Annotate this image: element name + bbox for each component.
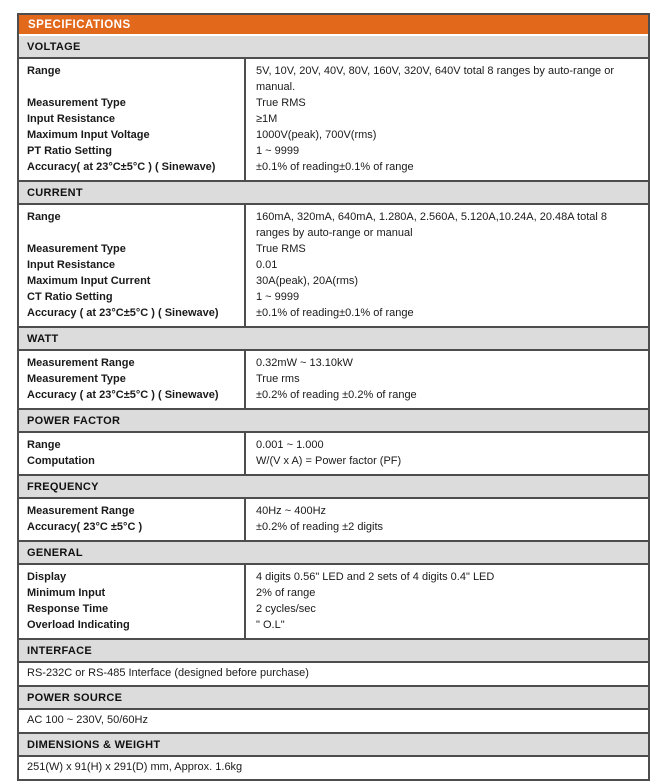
spec-row xyxy=(19,585,648,601)
spec-value: True RMS xyxy=(244,241,648,257)
spec-row xyxy=(19,143,648,159)
section-header-interface xyxy=(19,638,648,663)
spec-row xyxy=(19,241,648,257)
spec-row xyxy=(19,453,648,474)
spec-label: Measurement Range xyxy=(27,505,135,517)
section-current xyxy=(19,180,648,326)
spec-row xyxy=(19,617,648,638)
spec-label: Overload Indicating xyxy=(27,619,130,631)
section-body xyxy=(19,433,648,474)
section-body xyxy=(19,710,648,732)
section-power-factor xyxy=(19,408,648,474)
spec-value: 30A(peak), 20A(rms) xyxy=(244,273,648,289)
section-title: POWER FACTOR xyxy=(27,415,121,427)
spec-row xyxy=(19,433,648,453)
section-body xyxy=(19,757,648,779)
spec-value: " O.L" xyxy=(244,617,648,638)
section-header-current xyxy=(19,180,648,205)
spec-label: Input Resistance xyxy=(27,113,116,125)
spec-label: Minimum Input xyxy=(27,587,106,599)
spec-label: Range xyxy=(27,65,61,77)
spec-row xyxy=(19,273,648,289)
spec-label: Input Resistance xyxy=(27,259,116,271)
section-interface xyxy=(19,638,648,685)
spec-label: Maximum Input Current xyxy=(27,275,151,287)
spec-value: ≥1M xyxy=(244,111,648,127)
section-title: POWER SOURCE xyxy=(27,692,123,704)
spec-value: 2 cycles/sec xyxy=(244,601,648,617)
spec-value: ±0.1% of reading±0.1% of range xyxy=(244,159,648,180)
spec-label: CT Ratio Setting xyxy=(27,291,113,303)
spec-value: True rms xyxy=(244,371,648,387)
section-title: CURRENT xyxy=(27,187,83,199)
spec-row xyxy=(19,59,648,95)
section-title: DIMENSIONS & WEIGHT xyxy=(27,739,161,751)
section-header-power-factor xyxy=(19,408,648,433)
spec-label: Display xyxy=(27,571,67,583)
spec-row xyxy=(19,289,648,305)
section-title: GENERAL xyxy=(27,547,83,559)
specifications-title: SPECIFICATIONS xyxy=(28,18,131,31)
specifications-table xyxy=(17,13,650,781)
section-watt xyxy=(19,326,648,408)
spec-row xyxy=(19,127,648,143)
spec-label: Range xyxy=(27,211,61,223)
spec-value: W/(V x A) = Power factor (PF) xyxy=(244,453,648,474)
spec-label: Response Time xyxy=(27,603,109,615)
spec-value: 160mA, 320mA, 640mA, 1.280A, 2.560A, 5.120A,10.24A, 20.48A total 8 ranges by auto-range or manual xyxy=(244,205,648,241)
section-body xyxy=(19,351,648,408)
spec-full-text: RS-232C or RS-485 Interface (designed before purchase) xyxy=(27,667,309,679)
spec-value: True RMS xyxy=(244,95,648,111)
spec-value: 2% of range xyxy=(244,585,648,601)
spec-label: Measurement Type xyxy=(27,243,126,255)
spec-label: Accuracy( at 23°C±5°C ) ( Sinewave) xyxy=(27,161,216,173)
spec-row xyxy=(19,565,648,585)
spec-value: 0.001 ~ 1.000 xyxy=(244,433,648,453)
section-title: WATT xyxy=(27,333,59,345)
spec-value: 1 ~ 9999 xyxy=(244,143,648,159)
section-header-frequency xyxy=(19,474,648,499)
spec-label: Measurement Type xyxy=(27,373,126,385)
section-title: FREQUENCY xyxy=(27,481,99,493)
spec-value: 4 digits 0.56" LED and 2 sets of 4 digits 0.4" LED xyxy=(244,565,648,585)
spec-row xyxy=(19,601,648,617)
spec-label: Accuracy ( at 23°C±5°C ) ( Sinewave) xyxy=(27,389,219,401)
section-header-voltage xyxy=(19,34,648,59)
section-header-watt xyxy=(19,326,648,351)
spec-value: ±0.1% of reading±0.1% of range xyxy=(244,305,648,326)
section-dimensions-weight xyxy=(19,732,648,779)
spec-label: Accuracy ( at 23°C±5°C ) ( Sinewave) xyxy=(27,307,219,319)
section-body xyxy=(19,499,648,540)
section-header-general xyxy=(19,540,648,565)
spec-value: ±0.2% of reading ±0.2% of range xyxy=(244,387,648,408)
section-power-source xyxy=(19,685,648,732)
spec-value: 5V, 10V, 20V, 40V, 80V, 160V, 320V, 640V total 8 ranges by auto-range or manual. xyxy=(244,59,648,95)
spec-row xyxy=(19,111,648,127)
section-body xyxy=(19,59,648,180)
spec-value: 1000V(peak), 700V(rms) xyxy=(244,127,648,143)
spec-row xyxy=(19,257,648,273)
spec-row xyxy=(19,519,648,540)
spec-value: 0.32mW ~ 13.10kW xyxy=(244,351,648,371)
spec-row xyxy=(19,305,648,326)
section-header-dimensions-weight xyxy=(19,732,648,757)
spec-row xyxy=(19,205,648,241)
section-general xyxy=(19,540,648,638)
sections-container xyxy=(19,34,648,779)
spec-label: Measurement Range xyxy=(27,357,135,369)
spec-row xyxy=(19,499,648,519)
spec-label: Accuracy( 23°C ±5°C ) xyxy=(27,521,143,533)
section-frequency xyxy=(19,474,648,540)
spec-label: Computation xyxy=(27,455,95,467)
spec-full-text: AC 100 ~ 230V, 50/60Hz xyxy=(27,714,148,726)
section-title: INTERFACE xyxy=(27,645,93,657)
spec-label: Maximum Input Voltage xyxy=(27,129,150,141)
section-voltage xyxy=(19,34,648,180)
spec-value: 0.01 xyxy=(244,257,648,273)
spec-label: Measurement Type xyxy=(27,97,126,109)
spec-value: 1 ~ 9999 xyxy=(244,289,648,305)
section-body xyxy=(19,663,648,685)
spec-full-text: 251(W) x 91(H) x 291(D) mm, Approx. 1.6kg xyxy=(27,761,243,773)
spec-row xyxy=(19,159,648,180)
section-body xyxy=(19,565,648,638)
spec-label: Range xyxy=(27,439,61,451)
section-title: VOLTAGE xyxy=(27,41,81,53)
spec-value: 40Hz ~ 400Hz xyxy=(244,499,648,519)
spec-row xyxy=(19,371,648,387)
spec-row xyxy=(19,351,648,371)
spec-value: ±0.2% of reading ±2 digits xyxy=(244,519,648,540)
spec-label: PT Ratio Setting xyxy=(27,145,112,157)
section-header-power-source xyxy=(19,685,648,710)
spec-row xyxy=(19,387,648,408)
specifications-title-bar xyxy=(19,15,648,34)
spec-row xyxy=(19,95,648,111)
section-body xyxy=(19,205,648,326)
